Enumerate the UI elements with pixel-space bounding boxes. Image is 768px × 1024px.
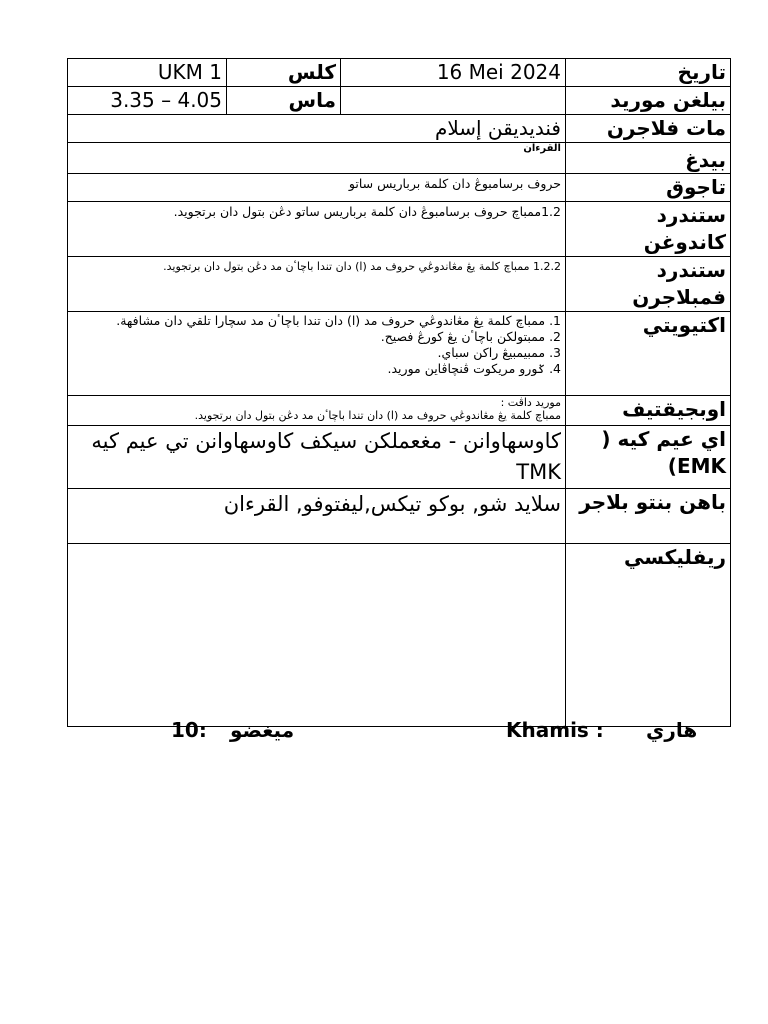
- row-mata-pelajaran: [68, 115, 731, 143]
- aktiviti-item: 2. ممبتولكن باچاٴن يڠ كورڠ فصيح.: [380, 329, 561, 344]
- row-objektif: [68, 396, 731, 426]
- aktiviti-list: [68, 312, 566, 396]
- masa-value: 3.35 – 4.05: [68, 87, 227, 115]
- tarikh-label: تاريخ: [566, 59, 731, 87]
- bilangan-value: [341, 87, 566, 115]
- mata-pelajaran-value: فنديديقن إسلام: [68, 115, 566, 143]
- minggu-value: 10:: [171, 718, 207, 742]
- mata-pelajaran-label: مات فلاجرن: [566, 115, 731, 143]
- objektif-label: اوبجيقتيف: [566, 396, 731, 426]
- aktiviti-item: 3. ممبيمبيڠ راكن سباي.: [437, 345, 561, 360]
- emk-value: كاوسهاوانن - مغعملكن سيكف كاوسهاوانن تي عيم كيه TMK: [68, 426, 566, 489]
- row-bilangan: [68, 87, 731, 115]
- kelas-label: كلس: [227, 59, 341, 87]
- bbm-value: سلايد شو, بوكو تيكس,ليفتوفو, القرءان: [68, 489, 566, 544]
- lesson-plan-table: [67, 58, 731, 727]
- row-refleksi: [68, 544, 731, 727]
- row-bidang: [68, 143, 731, 174]
- row-tajuk: [68, 174, 731, 202]
- sp-value: 1.2.2 ممباچ كلمة يڠ مڠاندوڠي حروف مد (ا) دان تندا باچاٴن مد دڠن بتول دان برتجويد.: [68, 257, 566, 312]
- row-aktiviti: [68, 312, 731, 396]
- aktiviti-item: 1. ممباچ كلمة يڠ مڠاندوڠي حروف مد (ا) دان تندا باچاٴن مد سچارا تلقي دان مشافهة.: [116, 313, 561, 328]
- bilangan-label: بيلغن موريد: [566, 87, 731, 115]
- tajuk-value: حروف برسامبوڠ دان كلمة برباريس ساتو: [68, 174, 566, 202]
- aktiviti-item: 4. ݢورو مريكوت ڤنچاڤاين موريد.: [387, 361, 561, 376]
- objektif-heading: موريد داڤت :: [500, 396, 561, 409]
- tarikh-value: 16 Mei 2024: [341, 59, 566, 87]
- sp-label: ستندرد فمبلاجرن: [566, 257, 731, 312]
- row-emk: [68, 426, 731, 489]
- emk-label: اي عيم كيه ( EMK): [566, 426, 731, 489]
- row-standard-kandungan: [68, 202, 731, 257]
- refleksi-label: ريفليكسي: [566, 544, 731, 727]
- minggu-label: ميغضو: [230, 718, 295, 742]
- row-bbm: [68, 489, 731, 544]
- tajuk-label: تاجوق: [566, 174, 731, 202]
- hari-label: هاري: [646, 718, 698, 742]
- bbm-label: باهن بنتو بلاجر: [566, 489, 731, 544]
- refleksi-value: [68, 544, 566, 727]
- bidang-value: القرءان: [68, 143, 566, 174]
- sk-value: 1.2ممباچ حروف برسامبوڠ دان كلمة برباريس ساتو دڠن بتول دان برتجويد.: [68, 202, 566, 257]
- row-tarikh: [68, 59, 731, 87]
- sk-label: ستندرد كاندوغن: [566, 202, 731, 257]
- hari-value: Khamis :: [506, 718, 604, 742]
- bidang-label: بيدغ: [566, 143, 731, 174]
- objektif-cell: [68, 396, 566, 426]
- aktiviti-label: اكتيويتي: [566, 312, 731, 396]
- masa-label: ماس: [227, 87, 341, 115]
- row-standard-pembelajaran: [68, 257, 731, 312]
- objektif-value: ممباچ كلمة يڠ مڠاندوڠي حروف مد (ا) دان تندا باچاٴن مد دڠن بتول دان برتجويد.: [194, 409, 561, 422]
- kelas-value: UKM 1: [68, 59, 227, 87]
